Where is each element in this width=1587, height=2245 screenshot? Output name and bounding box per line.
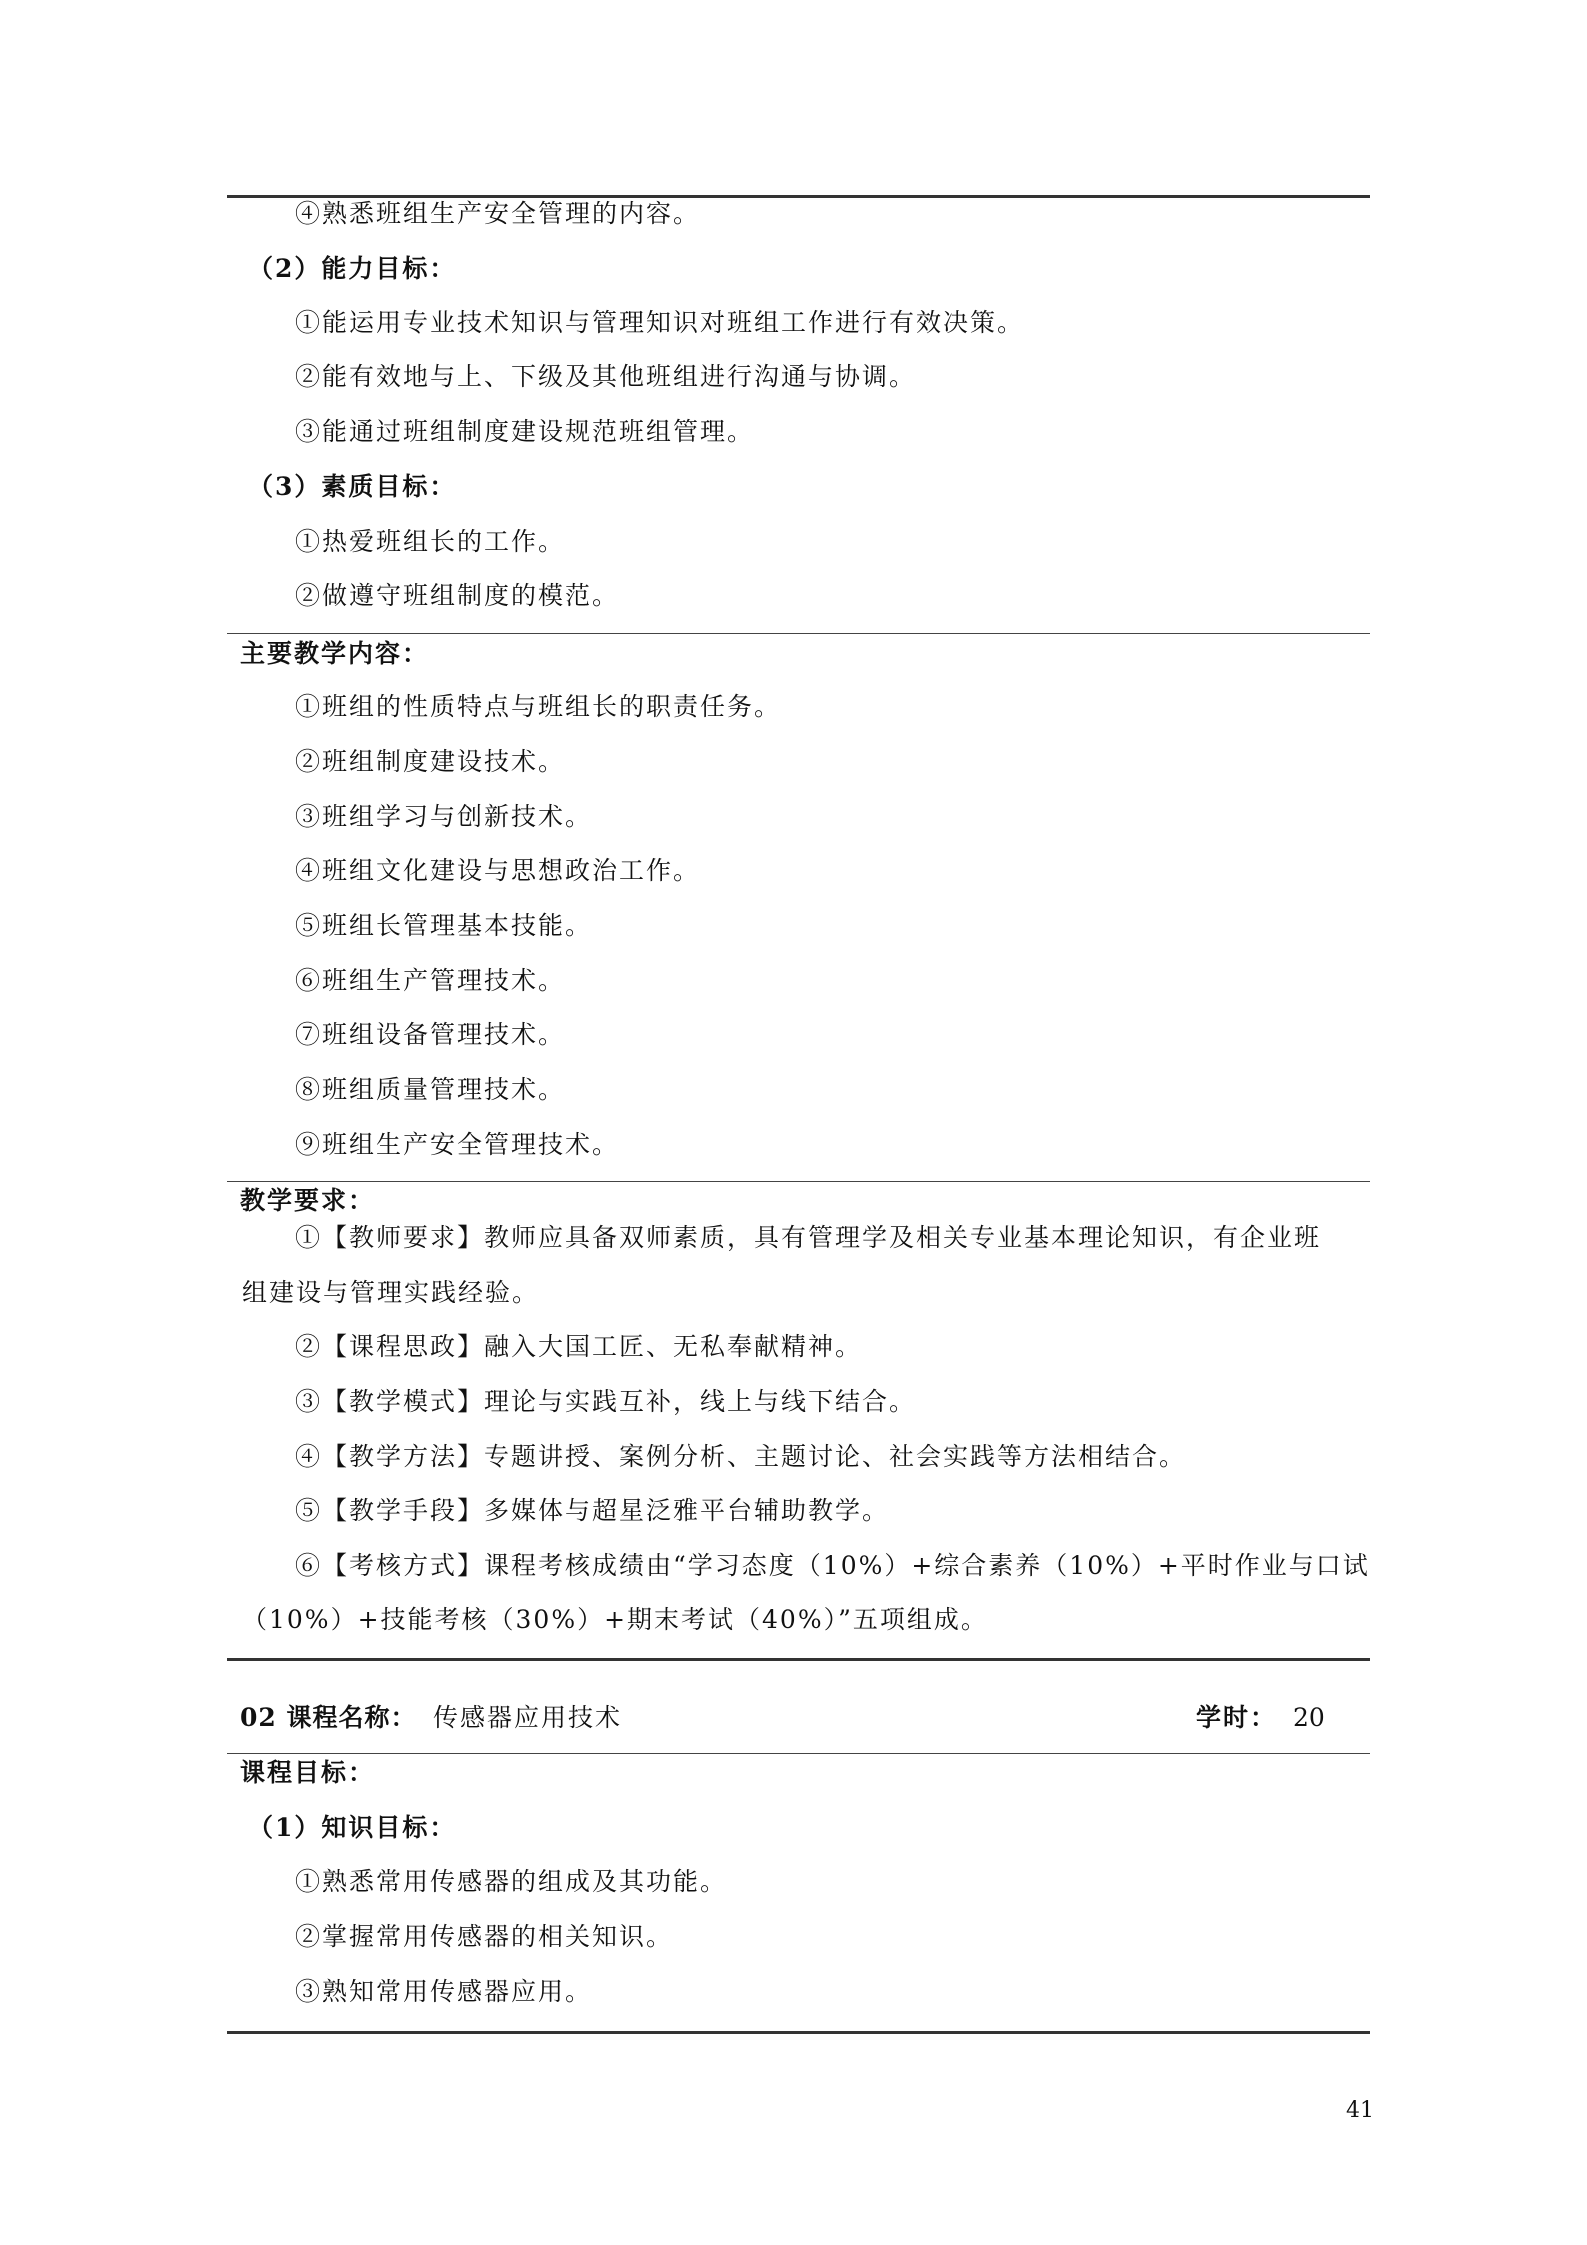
content-item: ①班组的性质特点与班组长的职责任务。 — [295, 692, 782, 721]
content-item: ⑦班组设备管理技术。 — [295, 1020, 566, 1049]
section-divider — [227, 633, 1370, 634]
requirement-item-continued: 组建设与管理实践经验。 — [242, 1278, 540, 1307]
knowledge-item: ①熟悉常用传感器的组成及其功能。 — [295, 1867, 728, 1896]
requirement-item-continued: （10%）+技能考核（30%）+期末考试（40%）”五项组成。 — [242, 1605, 988, 1634]
section-divider — [227, 1753, 1370, 1754]
requirement-item: ①【教师要求】教师应具备双师素质，具有管理学及相关专业基本理论知识，有企业班 — [295, 1223, 1322, 1252]
content-item: ③班组学习与创新技术。 — [295, 802, 593, 831]
requirement-item: ⑥【考核方式】课程考核成绩由“学习态度（10%）+综合素养（10%）+平时作业与口试 — [295, 1551, 1370, 1580]
knowledge-item: ④熟悉班组生产安全管理的内容。 — [295, 199, 701, 228]
course-hours-value: 20 — [1293, 1703, 1325, 1732]
ability-item: ②能有效地与上、下级及其他班组进行沟通与协调。 — [295, 362, 917, 391]
goals-heading: 课程目标： — [240, 1758, 376, 1787]
knowledge-heading: （1）知识目标： — [248, 1813, 457, 1842]
page-number: 41 — [1346, 2098, 1374, 2123]
requirements-heading: 教学要求： — [240, 1186, 376, 1215]
content-item: ④班组文化建设与思想政治工作。 — [295, 856, 701, 885]
quality-item: ②做遵守班组制度的模范。 — [295, 581, 620, 610]
requirement-item: ②【课程思政】融入大国工匠、无私奉献精神。 — [295, 1332, 863, 1361]
ability-item: ③能通过班组制度建设规范班组管理。 — [295, 417, 755, 446]
requirement-item: ⑤【教学手段】多媒体与超星泛雅平台辅助教学。 — [295, 1496, 890, 1525]
content-item: ⑧班组质量管理技术。 — [295, 1075, 566, 1104]
course-name-label: 02 课程名称： — [240, 1703, 417, 1732]
content-item: ⑨班组生产安全管理技术。 — [295, 1130, 620, 1159]
content-heading: 主要教学内容： — [240, 639, 430, 668]
table-top-rule — [227, 1658, 1370, 1661]
content-item: ⑥班组生产管理技术。 — [295, 966, 566, 995]
quality-item: ①热爱班组长的工作。 — [295, 527, 566, 556]
section-divider — [227, 1181, 1370, 1182]
requirement-item: ④【教学方法】专题讲授、案例分析、主题讨论、社会实践等方法相结合。 — [295, 1442, 1187, 1471]
requirement-item: ③【教学模式】理论与实践互补，线上与线下结合。 — [295, 1387, 917, 1416]
content-item: ②班组制度建设技术。 — [295, 747, 566, 776]
ability-item: ①能运用专业技术知识与管理知识对班组工作进行有效决策。 — [295, 308, 1025, 337]
knowledge-item: ③熟知常用传感器应用。 — [295, 1977, 593, 2006]
course-name: 传感器应用技术 — [433, 1703, 623, 1732]
course-hours-label: 学时： — [1196, 1703, 1278, 1732]
table-bottom-rule — [227, 2031, 1370, 2034]
ability-heading: （2）能力目标： — [248, 254, 457, 283]
quality-heading: （3）素质目标： — [248, 472, 457, 501]
knowledge-item: ②掌握常用传感器的相关知识。 — [295, 1922, 674, 1951]
content-item: ⑤班组长管理基本技能。 — [295, 911, 593, 940]
